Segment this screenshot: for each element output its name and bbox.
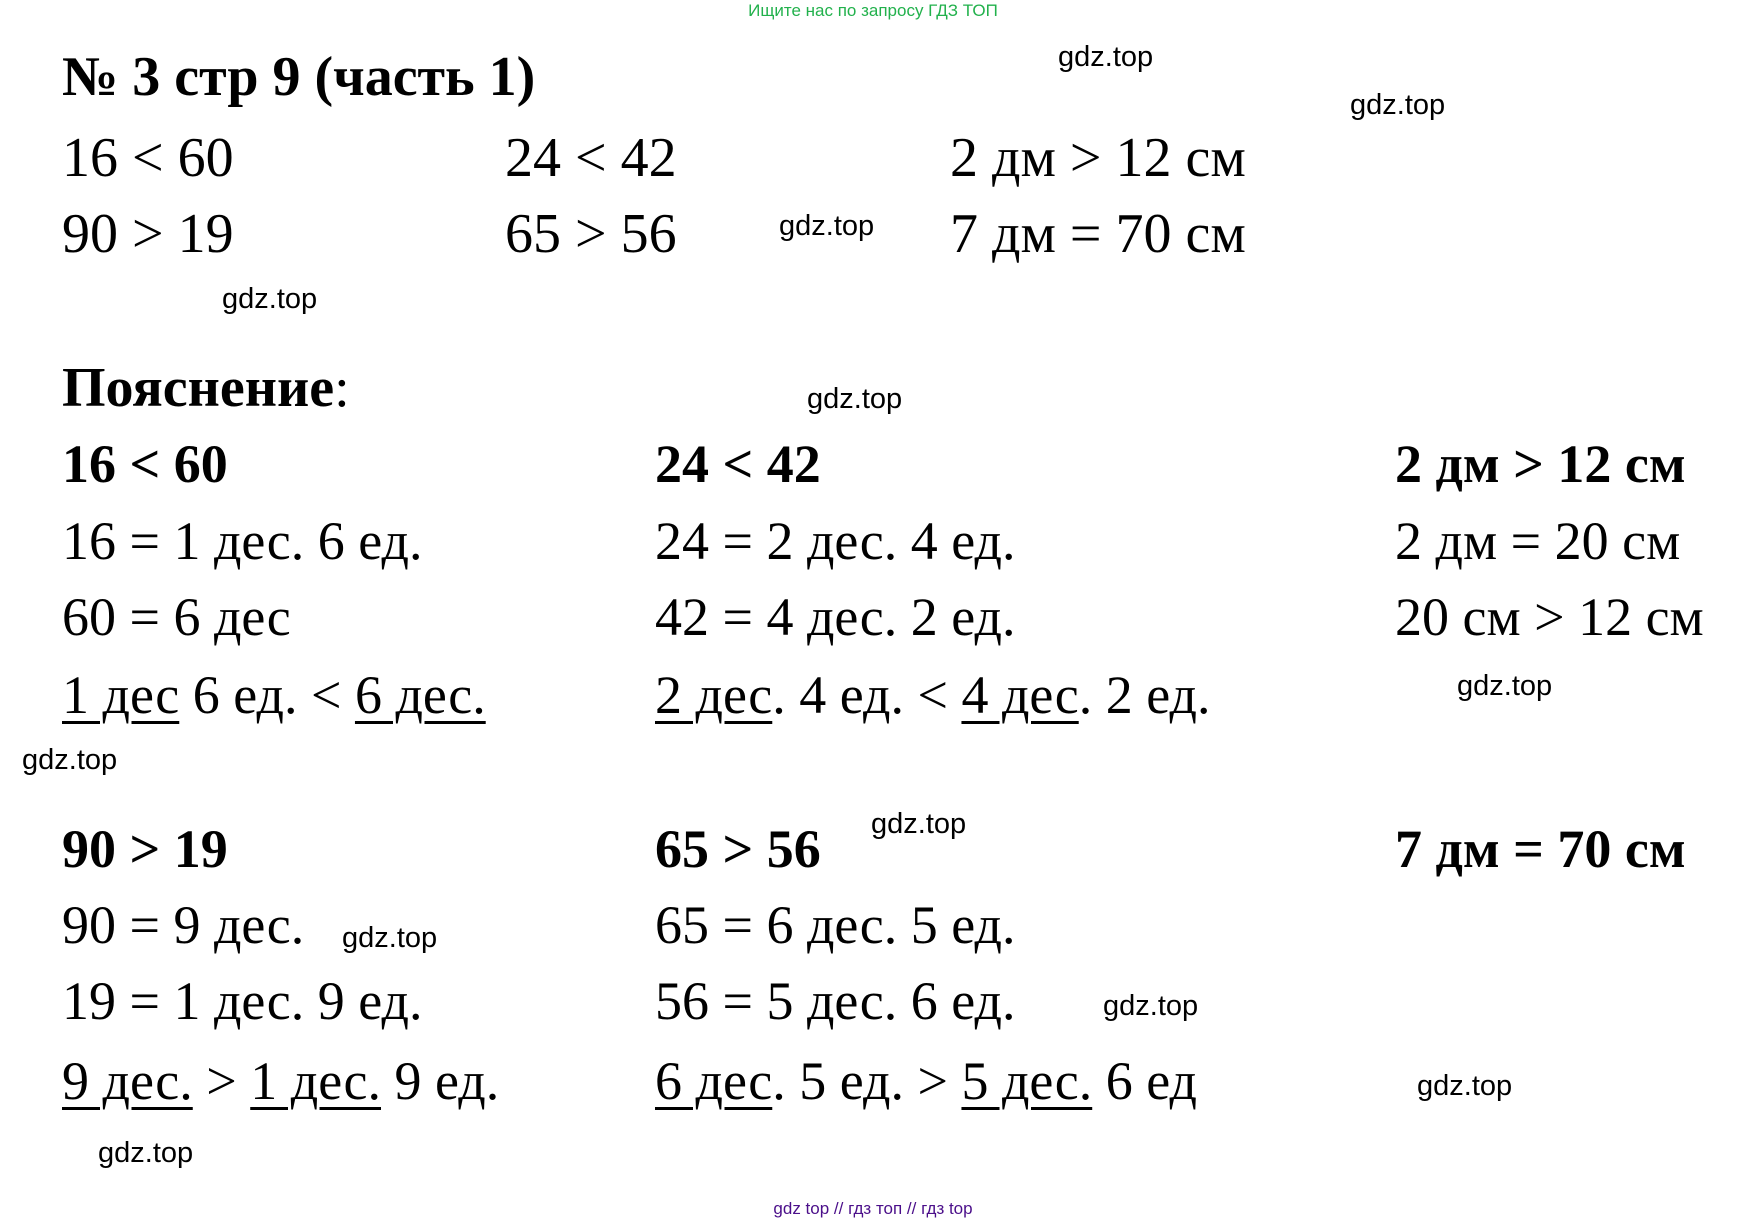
explanation-colon: : (334, 357, 350, 419)
watermark: gdz.top (22, 744, 118, 776)
underlined-tens: 5 дес. (961, 1051, 1093, 1111)
underlined-tens: 1 дес. (250, 1051, 381, 1111)
answer-2: 24 < 42 (505, 127, 677, 189)
underlined-tens: 4 дес (961, 665, 1079, 725)
expl2-col1-line3 (62, 1050, 499, 1112)
expl1-col1-line3 (62, 664, 486, 726)
answer-1: 16 < 60 (62, 127, 234, 189)
underlined-tens: 1 дес (62, 665, 180, 725)
expl1-col3-line1: 2 дм = 20 см (1395, 511, 1681, 571)
expl1-col1-line2: 60 = 6 дес (62, 587, 291, 647)
watermark: gdz.top (871, 808, 967, 840)
expl2-col1-line2: 19 = 1 дес. 9 ед. (62, 971, 423, 1031)
underlined-tens: 2 дес (655, 665, 773, 725)
watermark: gdz.top (779, 210, 875, 242)
answer-5: 65 > 56 (505, 203, 677, 265)
expl2-col1-line1: 90 = 9 дес. (62, 895, 305, 955)
top-banner: Ищите нас по запросу ГДЗ ТОП (748, 1, 998, 20)
explanation-heading (62, 356, 350, 420)
watermark: gdz.top (1350, 89, 1446, 121)
expl1-col2-line2: 42 = 4 дес. 2 ед. (655, 587, 1016, 647)
answer-3: 2 дм > 12 см (950, 127, 1246, 189)
expl1-col2-head: 24 < 42 (655, 434, 821, 494)
expl2-col2-line3 (655, 1050, 1197, 1112)
watermark: gdz.top (342, 922, 438, 954)
comparison-text: 9 ед. (381, 1051, 500, 1111)
answer-4: 90 > 19 (62, 203, 234, 265)
page-title: № 3 стр 9 (часть 1) (62, 46, 536, 108)
underlined-tens: 6 дес (655, 1051, 773, 1111)
expl2-col1-head: 90 > 19 (62, 819, 228, 879)
expl1-col3-head: 2 дм > 12 см (1395, 434, 1686, 494)
comparison-text: 6 ед. < (179, 665, 355, 725)
expl1-col2-line1: 24 = 2 дес. 4 ед. (655, 511, 1016, 571)
expl2-col3-head: 7 дм = 70 см (1395, 819, 1686, 879)
comparison-text: . 2 ед. (1078, 665, 1211, 725)
expl2-col2-line2: 56 = 5 дес. 6 ед. (655, 971, 1016, 1031)
watermark: gdz.top (98, 1137, 194, 1169)
explanation-heading-text: Пояснение (62, 357, 335, 419)
watermark: gdz.top (1457, 670, 1553, 702)
watermark: gdz.top (1103, 990, 1199, 1022)
expl2-col2-line1: 65 = 6 дес. 5 ед. (655, 895, 1016, 955)
underlined-tens: 6 дес. (354, 665, 486, 725)
comparison-text: 6 ед (1092, 1051, 1197, 1111)
watermark: gdz.top (1058, 41, 1154, 73)
expl1-col1-head: 16 < 60 (62, 434, 228, 494)
expl1-col3-line2: 20 см > 12 см (1395, 587, 1704, 647)
watermark: gdz.top (807, 383, 903, 415)
underlined-tens: 9 дес. (62, 1051, 193, 1111)
expl2-col2-head: 65 > 56 (655, 819, 821, 879)
watermark: gdz.top (222, 283, 318, 315)
expl1-col1-line1: 16 = 1 дес. 6 ед. (62, 511, 423, 571)
footer: gdz top // гдз топ // гдз top (773, 1199, 973, 1218)
comparison-text: . 5 ед. > (772, 1051, 962, 1111)
answer-6: 7 дм = 70 см (950, 203, 1246, 265)
watermark: gdz.top (1417, 1070, 1513, 1102)
comparison-text: . 4 ед. < (772, 665, 962, 725)
comparison-text: > (192, 1051, 251, 1111)
expl1-col2-line3 (655, 664, 1210, 726)
